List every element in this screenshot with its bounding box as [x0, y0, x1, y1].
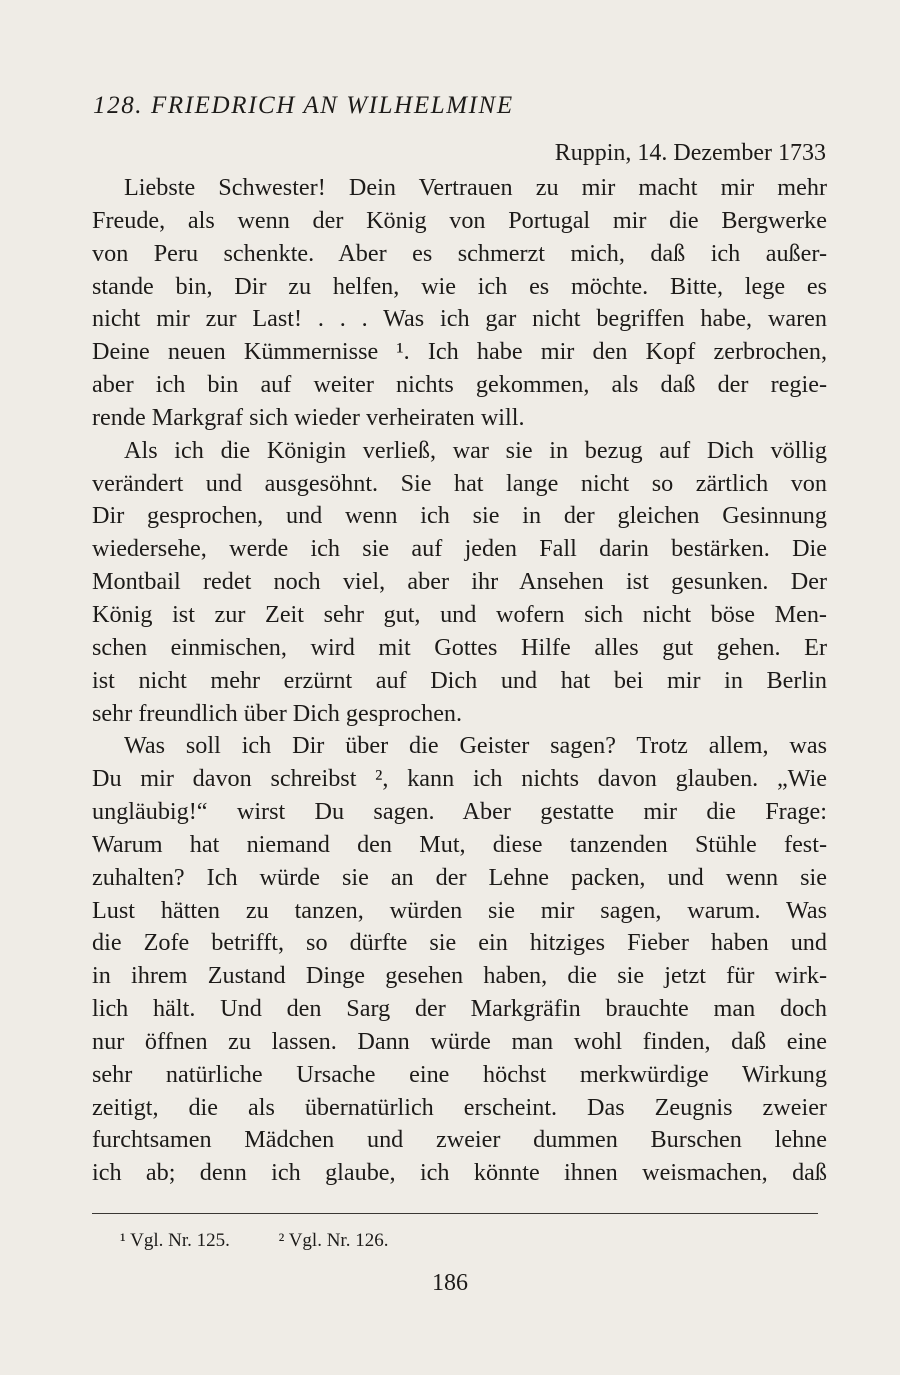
letter-body — [92, 172, 827, 1190]
text-line: Liebste Schwester! Dein Vertrauen zu mir macht mir mehr — [124, 174, 827, 201]
footnote-1: ¹ Vgl. Nr. 125. — [120, 1230, 230, 1251]
text-line: ungläubig!“ wirst Du sagen. Aber gestatte mir die Frage: — [92, 798, 827, 826]
footnote-divider — [92, 1213, 818, 1214]
text-line: sehr freundlich über Dich gesprochen. — [92, 699, 463, 727]
text-line: verändert und ausgesöhnt. Sie hat lange nicht so zärtlich von — [92, 469, 827, 497]
text-line: lich hält. Und den Sarg der Markgräfin brauchte man doch — [92, 995, 827, 1023]
dateline: Ruppin, 14. Dezember 1733 — [554, 140, 826, 166]
text-line: Dir gesprochen, und wenn ich sie in der gleichen Gesinnung — [92, 502, 827, 530]
footnote-2: ² Vgl. Nr. 126. — [278, 1230, 389, 1251]
text-line: die Zofe betrifft, so dürfte sie ein hitziges Fieber haben und — [92, 929, 827, 957]
text-line: schen einmischen, wird mit Gottes Hilfe alles gut gehen. Er — [92, 633, 827, 661]
footnotes — [120, 1230, 432, 1252]
text-line: nicht mir zur Last! . . . Was ich gar nicht begriffen habe, waren — [92, 305, 827, 333]
text-line: in ihrem Zustand Dinge gesehen haben, die sie jetzt für wirk- — [92, 962, 827, 990]
page-number: 186 — [432, 1270, 468, 1296]
text-line: König ist zur Zeit sehr gut, und wofern sich nicht böse Men- — [92, 600, 827, 628]
text-line: wiedersehe, werde ich sie auf jeden Fall darin bestärken. Die — [92, 535, 827, 563]
text-line: zuhalten? Ich würde sie an der Lehne packen, und wenn sie — [92, 863, 827, 891]
text-line: furchtsamen Mädchen und zweier dummen Burschen lehne — [92, 1126, 827, 1154]
text-line: zeitigt, die als übernatürlich erscheint. Das Zeugnis zweier — [92, 1093, 827, 1121]
text-line: sehr natürliche Ursache eine höchst merkwürdige Wirkung — [92, 1060, 827, 1088]
text-line: Freude, als wenn der König von Portugal mir die Bergwerke — [92, 206, 827, 234]
text-line: Lust hätten zu tanzen, würden sie mir sagen, warum. Was — [92, 896, 827, 924]
text-line: stande bin, Dir zu helfen, wie ich es möchte. Bitte, lege es — [92, 272, 827, 300]
text-line: Als ich die Königin verließ, war sie in bezug auf Dich völlig — [124, 436, 827, 464]
text-line: Montbail redet noch viel, aber ihr Ansehen ist gesunken. Der — [92, 568, 827, 596]
text-line: ich ab; denn ich glaube, ich könnte ihnen weismachen, daß — [92, 1159, 827, 1187]
text-line: aber ich bin auf weiter nichts gekommen, als daß der regie- — [92, 371, 827, 399]
text-line: rende Markgraf sich wieder verheiraten will. — [92, 403, 525, 431]
text-line: nur öffnen zu lassen. Dann würde man wohl finden, daß eine — [92, 1027, 827, 1055]
text-line: von Peru schenkte. Aber es schmerzt mich, daß ich außer- — [92, 239, 827, 267]
text-line: ist nicht mehr erzürnt auf Dich und hat bei mir in Berlin — [92, 666, 827, 694]
letter-heading: 128. FRIEDRICH AN WILHELMINE — [93, 92, 514, 119]
text-line: Was soll ich Dir über die Geister sagen? Trotz allem, was — [124, 732, 827, 760]
text-line: Du mir davon schreibst ², kann ich nichts davon glauben. „Wie — [92, 765, 827, 793]
text-line: Deine neuen Kümmernisse ¹. Ich habe mir den Kopf zerbrochen, — [92, 338, 827, 366]
text-line: Warum hat niemand den Mut, diese tanzenden Stühle fest- — [92, 830, 827, 858]
